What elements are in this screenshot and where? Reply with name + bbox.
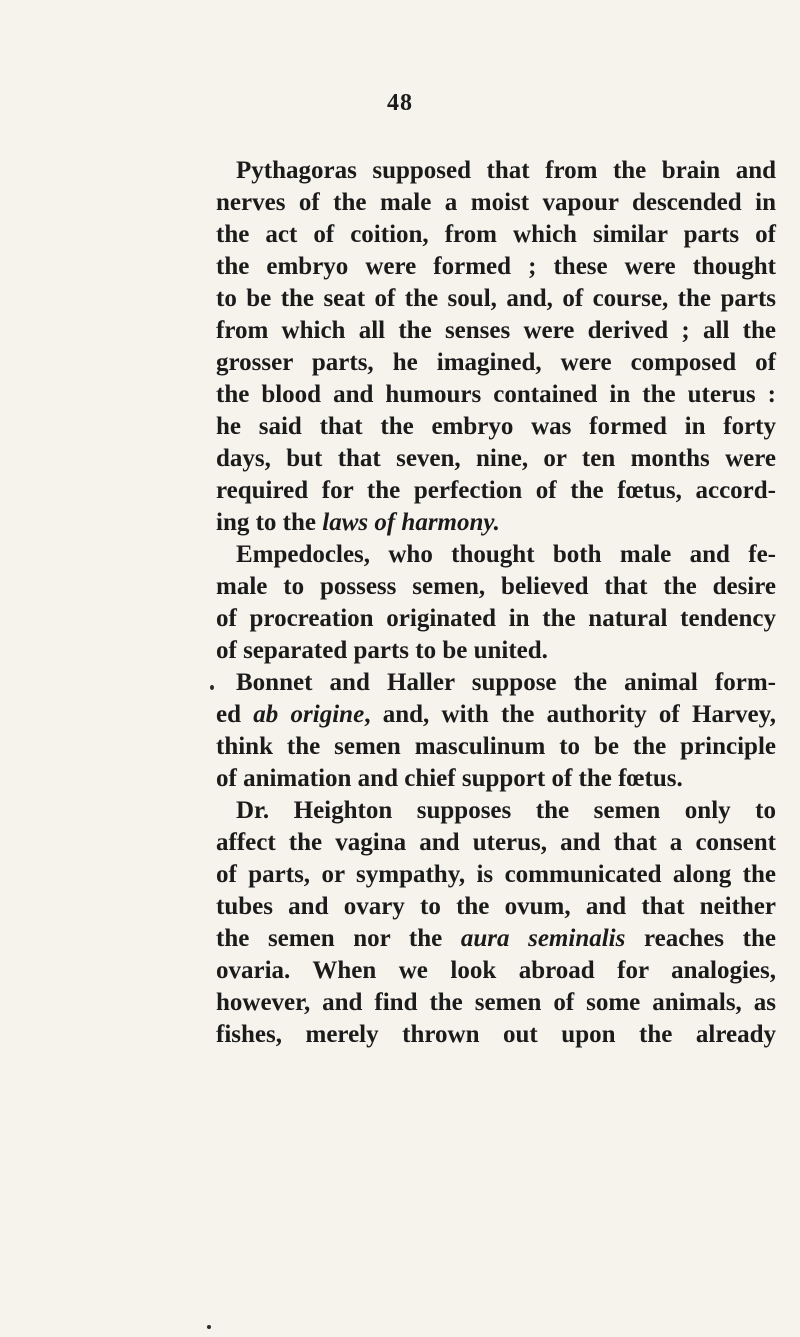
- text-line: [216, 155, 776, 187]
- text-line: [216, 603, 776, 635]
- body-text: [216, 155, 776, 1051]
- text-segment: the blood and humours contained in the uterus :: [216, 381, 776, 408]
- text-segment: he said that the embryo was formed in forty: [216, 413, 776, 440]
- text-segment: Empedocles, who thought both male and fe-: [236, 541, 776, 568]
- text-segment: tubes and ovary to the ovum, and that neither: [216, 893, 776, 920]
- text-line: [216, 667, 776, 699]
- text-segment: reaches the: [625, 925, 776, 952]
- text-line: [216, 283, 776, 315]
- text-segment: grosser parts, he imagined, were composed of: [216, 349, 776, 376]
- text-line: [216, 859, 776, 891]
- text-segment: Dr. Heighton supposes the semen only to: [236, 797, 776, 824]
- text-line: [216, 219, 776, 251]
- text-line: [216, 315, 776, 347]
- text-line: [216, 571, 776, 603]
- text-segment: , and, with the authority of Harvey,: [364, 701, 777, 728]
- text-segment: of animation and chief support of the fœtus.: [216, 765, 683, 792]
- text-segment: of procreation originated in the natural tendency: [216, 605, 776, 632]
- text-line: [216, 347, 776, 379]
- text-line: [216, 411, 776, 443]
- text-segment: fishes, merely thrown out upon the already: [216, 1021, 776, 1048]
- text-segment: ing to the: [216, 509, 323, 536]
- text-segment: male to possess semen, believed that the desire: [216, 573, 776, 600]
- text-segment: the semen nor the: [216, 925, 461, 952]
- text-segment: the act of coition, from which similar parts of: [216, 221, 776, 248]
- text-segment: the embryo were formed ; these were thought: [216, 253, 776, 280]
- text-line: [216, 1019, 776, 1051]
- text-line: [216, 443, 776, 475]
- text-segment: affect the vagina and uterus, and that a consent: [216, 829, 776, 856]
- text-segment: ed: [216, 701, 254, 728]
- text-segment: ovaria. When we look abroad for analogies,: [216, 957, 776, 984]
- text-line: [216, 987, 776, 1019]
- text-line: [216, 731, 776, 763]
- text-segment: days, but that seven, nine, or ten months were: [216, 445, 776, 472]
- text-segment: from which all the senses were derived ; all the: [216, 317, 776, 344]
- text-line: [216, 635, 776, 667]
- text-line: [216, 507, 776, 539]
- text-line: [216, 187, 776, 219]
- text-line: [216, 251, 776, 283]
- italic-phrase: ab origine: [253, 701, 365, 728]
- page-speck: [210, 685, 214, 690]
- text-segment: think the semen masculinum to be the principle: [216, 733, 776, 760]
- text-line: [216, 763, 776, 795]
- text-line: [216, 475, 776, 507]
- page-speck: [207, 1325, 211, 1329]
- text-line: [216, 539, 776, 571]
- text-segment: Pythagoras supposed that from the brain and: [236, 157, 776, 184]
- text-segment: however, and find the semen of some animals, as: [216, 989, 776, 1016]
- text-segment: nerves of the male a moist vapour descended in: [216, 189, 776, 216]
- italic-phrase: aura seminalis: [460, 925, 626, 952]
- text-line: [216, 955, 776, 987]
- italic-phrase: laws of harmony.: [322, 509, 500, 536]
- text-line: [216, 795, 776, 827]
- text-line: [216, 923, 776, 955]
- page-number: 48: [387, 90, 413, 116]
- text-segment: Bonnet and Haller suppose the animal form-: [236, 669, 776, 696]
- text-line: [216, 379, 776, 411]
- text-segment: of separated parts to be united.: [216, 637, 548, 664]
- text-line: [216, 699, 776, 731]
- text-line: [216, 891, 776, 923]
- text-segment: to be the seat of the soul, and, of course, the parts: [216, 285, 776, 312]
- text-segment: required for the perfection of the fœtus, accord-: [216, 477, 776, 504]
- text-line: [216, 827, 776, 859]
- text-segment: of parts, or sympathy, is communicated along the: [216, 861, 776, 888]
